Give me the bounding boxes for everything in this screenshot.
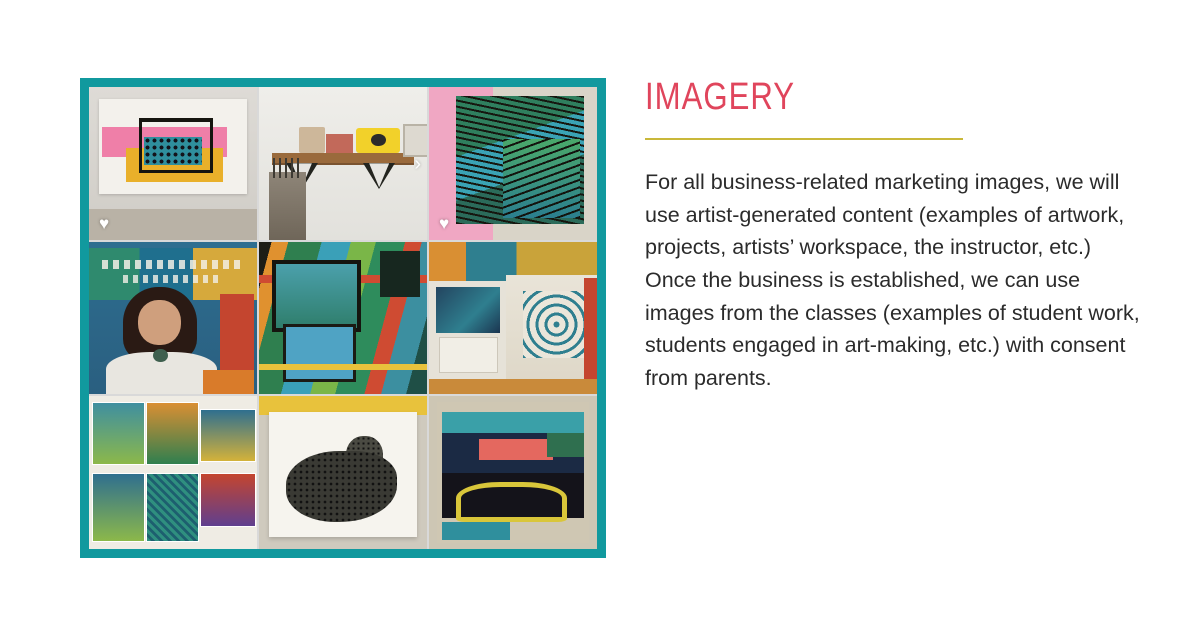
painting-dark-block [380, 251, 420, 297]
collage-teal-band [442, 412, 583, 433]
mini-artwork-2 [146, 402, 198, 465]
painting-stripe-yellow [259, 364, 427, 370]
mini-artwork-3 [200, 409, 256, 463]
pinned-papers [439, 337, 498, 373]
necklace [153, 349, 168, 363]
artwork-scribble-shape-secondary [503, 139, 580, 218]
gallery-grid [89, 87, 597, 549]
gallery-tile-9[interactable] [429, 396, 597, 549]
artwork-floor [89, 209, 257, 240]
gallery-tile-4[interactable] [89, 242, 257, 395]
collage-yellow-outline [456, 482, 567, 523]
supply-jar [299, 127, 324, 153]
artwork-dot-pattern [144, 137, 201, 164]
gallery-tile-1[interactable] [89, 87, 257, 240]
collage-teal-strip [442, 522, 509, 540]
camera-object [356, 128, 400, 152]
book-stack [326, 134, 353, 152]
collage-pink-shape [479, 439, 553, 460]
text-column [645, 78, 1145, 416]
gallery-tile-8[interactable] [259, 396, 427, 549]
heart-icon[interactable]: ♥ [99, 213, 110, 233]
mural-panel [436, 287, 500, 333]
gallery-tile-2[interactable] [259, 87, 427, 240]
gallery-tile-3[interactable] [429, 87, 597, 240]
swirl-drawing [523, 291, 590, 358]
shelf-bracket-right-icon [363, 163, 395, 189]
floor-strip [429, 379, 597, 394]
ink-form-primary [286, 451, 397, 521]
mini-artwork-6 [200, 473, 256, 527]
gallery-tile-7[interactable] [89, 396, 257, 549]
person-face [138, 300, 182, 346]
painting-blue-block [283, 324, 356, 382]
brush-holder [269, 172, 306, 239]
red-wall-edge [584, 278, 597, 394]
mini-artwork-4 [92, 473, 144, 542]
body-paragraph: For all business-related marketing images, we will use artist-generated content (examples of artwork, projects, artists’ workspace, the instructor, etc.) Once the business is established, we can use images from the classes (examples of student work, students engaged in art-making, etc.) with consent from parents. [645, 170, 1140, 391]
mini-artwork-1 [92, 402, 144, 465]
picture-frame [403, 124, 427, 157]
heading-divider [645, 138, 963, 140]
heart-icon[interactable]: ♥ [439, 213, 450, 233]
chevron-right-icon[interactable]: › [414, 153, 421, 176]
gallery-tile-6[interactable] [429, 242, 597, 395]
red-canvas [220, 294, 254, 376]
painting-outlined-block [272, 260, 361, 332]
mini-artwork-5 [146, 473, 198, 542]
collage-green-block [547, 433, 584, 457]
gallery-frame [80, 78, 606, 558]
section-heading: IMAGERY [645, 76, 796, 118]
gallery-tile-5[interactable] [259, 242, 427, 395]
mural-text-line-2 [123, 275, 220, 283]
mural-text-line-1 [102, 260, 243, 269]
orange-surface [203, 370, 253, 394]
